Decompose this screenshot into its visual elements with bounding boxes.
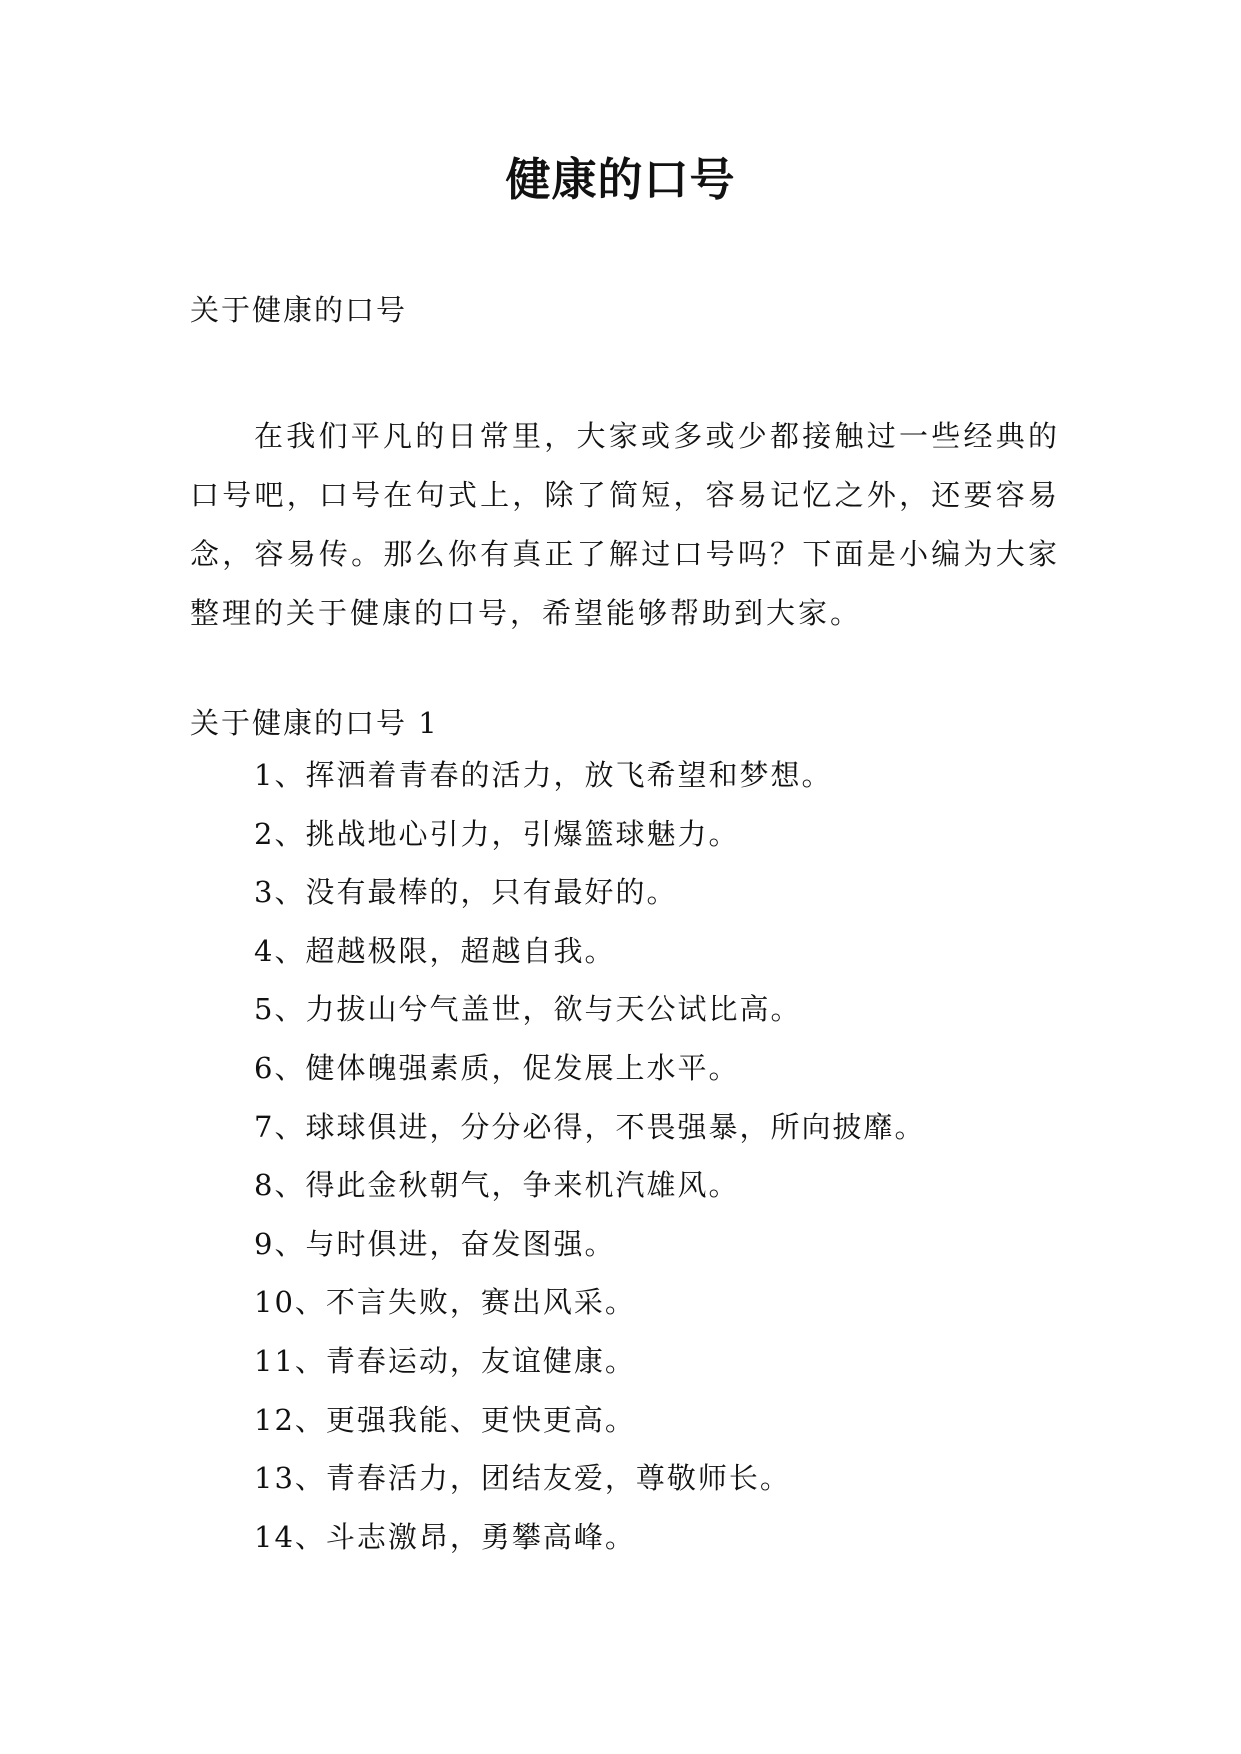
list-item: 12、更强我能、更快更高。 [254, 1402, 636, 1437]
list-item: 3、没有最棒的，只有最好的。 [254, 875, 678, 910]
slogan-list [254, 755, 925, 1575]
list-item: 10、不言失败，赛出风采。 [254, 1285, 636, 1320]
list-item: 2、挑战地心引力，引爆篮球魅力。 [254, 816, 740, 851]
section-title: 关于健康的口号 1 [190, 706, 439, 740]
list-item: 8、得此金秋朝气，争来机汽雄风。 [254, 1168, 740, 1203]
list-item: 13、青春活力，团结友爱，尊敬师长。 [254, 1461, 791, 1496]
list-item: 6、健体魄强素质，促发展上水平。 [254, 1050, 740, 1085]
document-subtitle: 关于健康的口号 [190, 293, 408, 327]
list-item: 14、斗志激昂，勇攀高峰。 [254, 1519, 636, 1554]
intro-paragraph: 在我们平凡的日常里，大家或多或少都接触过一些经典的口号吧，口号在句式上，除了简短，容易记忆之外，还要容易念，容易传。那么你有真正了解过口号吗？下面是小编为大家整理的关于健康的口号，希望能够帮助到大家。 [190, 419, 1060, 630]
list-item: 7、球球俱进，分分必得，不畏强暴，所向披靡。 [254, 1109, 926, 1144]
document-title: 健康的口号 [505, 153, 736, 206]
list-item: 5、力拔山兮气盖世，欲与天公试比高。 [254, 992, 802, 1027]
list-item: 4、超越极限，超越自我。 [254, 933, 616, 968]
list-item: 11、青春运动，友谊健康。 [254, 1343, 636, 1378]
list-item: 9、与时俱进，奋发图强。 [254, 1226, 616, 1261]
list-item: 1、挥洒着青春的活力，放飞希望和梦想。 [254, 758, 833, 792]
